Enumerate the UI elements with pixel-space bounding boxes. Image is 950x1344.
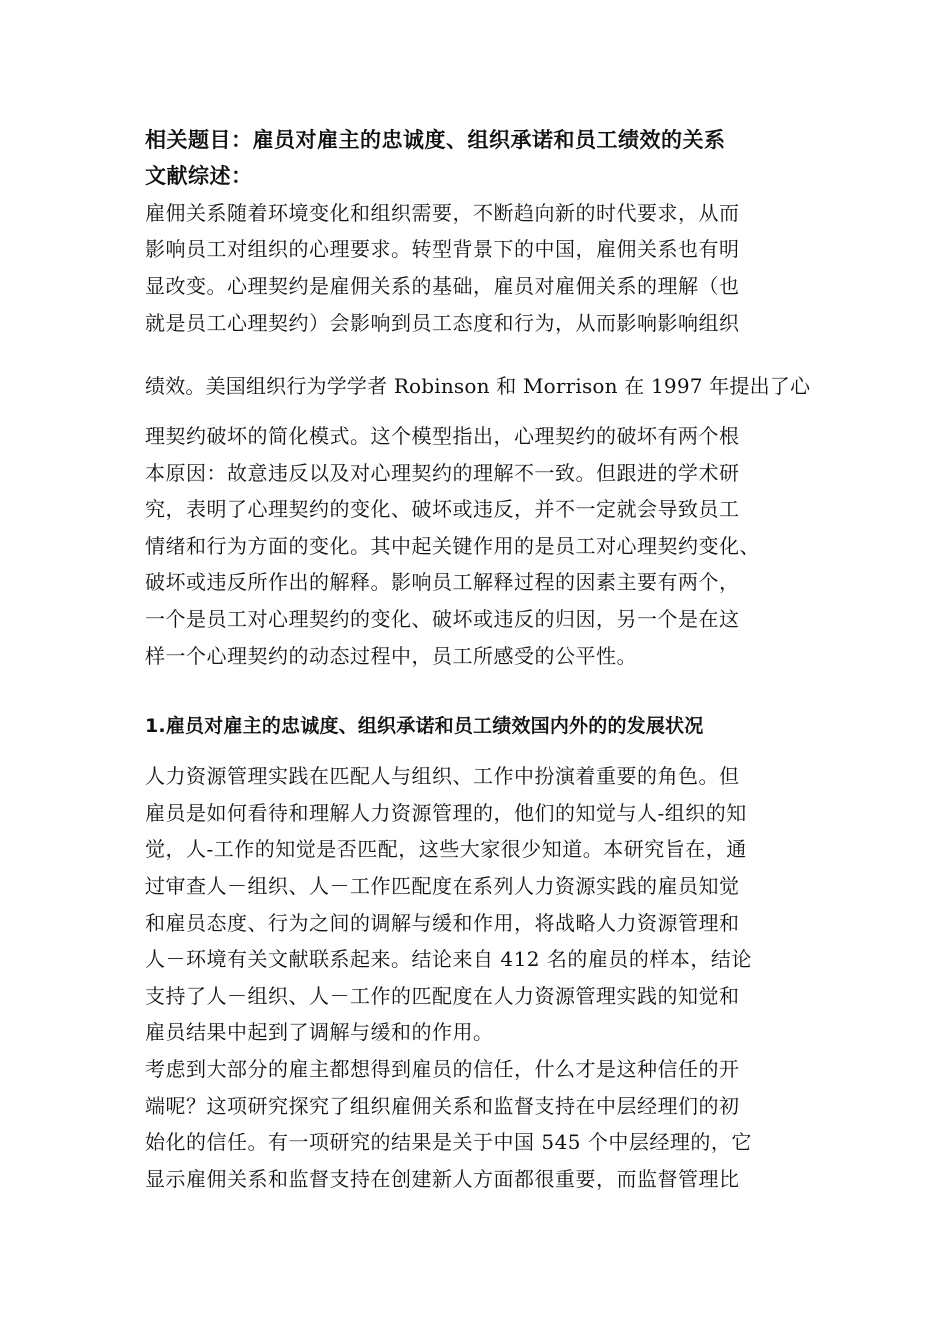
paragraph-2-line: 雇员结果中起到了调解与缓和的作用。	[145, 1020, 494, 1044]
paragraph-2-line: 觉，人-工作的知觉是否匹配，这些大家很少知道。本研究旨在，通	[145, 837, 747, 861]
paragraph-1-line: 就是员工心理契约）会影响到员工态度和行为，从而影响影响组织	[145, 311, 740, 335]
paragraph-2-line: 和雇员态度、行为之间的调解与缓和作用，将战略人力资源管理和	[145, 911, 740, 935]
paragraph-1-line: 本原因：故意违反以及对心理契约的理解不一致。但跟进的学术研	[145, 461, 740, 485]
paragraph-1-line: 情绪和行为方面的变化。其中起关键作用的是员工对心理契约变化、	[145, 534, 760, 558]
document-title-line-2: 文献综述：	[145, 164, 253, 188]
paragraph-3-line: 考虑到大部分的雇主都想得到雇员的信任，什么才是这种信任的开	[145, 1057, 740, 1081]
paragraph-1-line: 样一个心理契约的动态过程中，员工所感受的公平性。	[145, 644, 637, 668]
paragraph-1-line: 影响员工对组织的心理要求。转型背景下的中国，雇佣关系也有明	[145, 237, 740, 261]
paragraph-2-line: 雇员是如何看待和理解人力资源管理的，他们的知觉与人-组织的知	[145, 801, 747, 825]
paragraph-2-line: 人力资源管理实践在匹配人与组织、工作中扮演着重要的角色。但	[145, 764, 740, 788]
paragraph-1-line: 显改变。心理契约是雇佣关系的基础，雇员对雇佣关系的理解（也	[145, 274, 740, 298]
document-title-line-1: 相关题目：雇员对雇主的忠诚度、组织承诺和员工绩效的关系	[145, 128, 726, 152]
paragraph-2-line: 过审查人－组织、人－工作匹配度在系列人力资源实践的雇员知觉	[145, 874, 740, 898]
paragraph-2-line: 人－环境有关文献联系起来。结论来自 412 名的雇员的样本，结论	[145, 947, 752, 971]
paragraph-3-line: 显示雇佣关系和监督支持在创建新人方面都很重要，而监督管理比	[145, 1167, 740, 1191]
section-heading: 1.雇员对雇主的忠诚度、组织承诺和员工绩效国内外的的发展状况	[145, 715, 704, 737]
paragraph-1-line: 理契约破坏的简化模式。这个模型指出，心理契约的破坏有两个根	[145, 424, 740, 448]
paragraph-3-line: 端呢？这项研究探究了组织雇佣关系和监督支持在中层经理们的初	[145, 1094, 740, 1118]
paragraph-1-line: 绩效。美国组织行为学学者 Robinson 和 Morrison 在 1997 年提出了心	[145, 374, 811, 398]
paragraph-2-line: 支持了人－组织、人－工作的匹配度在人力资源管理实践的知觉和	[145, 984, 740, 1008]
paragraph-1-line: 雇佣关系随着环境变化和组织需要，不断趋向新的时代要求，从而	[145, 201, 740, 225]
paragraph-3-line: 始化的信任。有一项研究的结果是关于中国 545 个中层经理的，它	[145, 1130, 752, 1154]
paragraph-1-line: 一个是员工对心理契约的变化、破坏或违反的归因，另一个是在这	[145, 607, 740, 631]
paragraph-1-line: 破坏或违反所作出的解释。影响员工解释过程的因素主要有两个，	[145, 570, 740, 594]
paragraph-1-line: 究，表明了心理契约的变化、破坏或违反，并不一定就会导致员工	[145, 497, 740, 521]
